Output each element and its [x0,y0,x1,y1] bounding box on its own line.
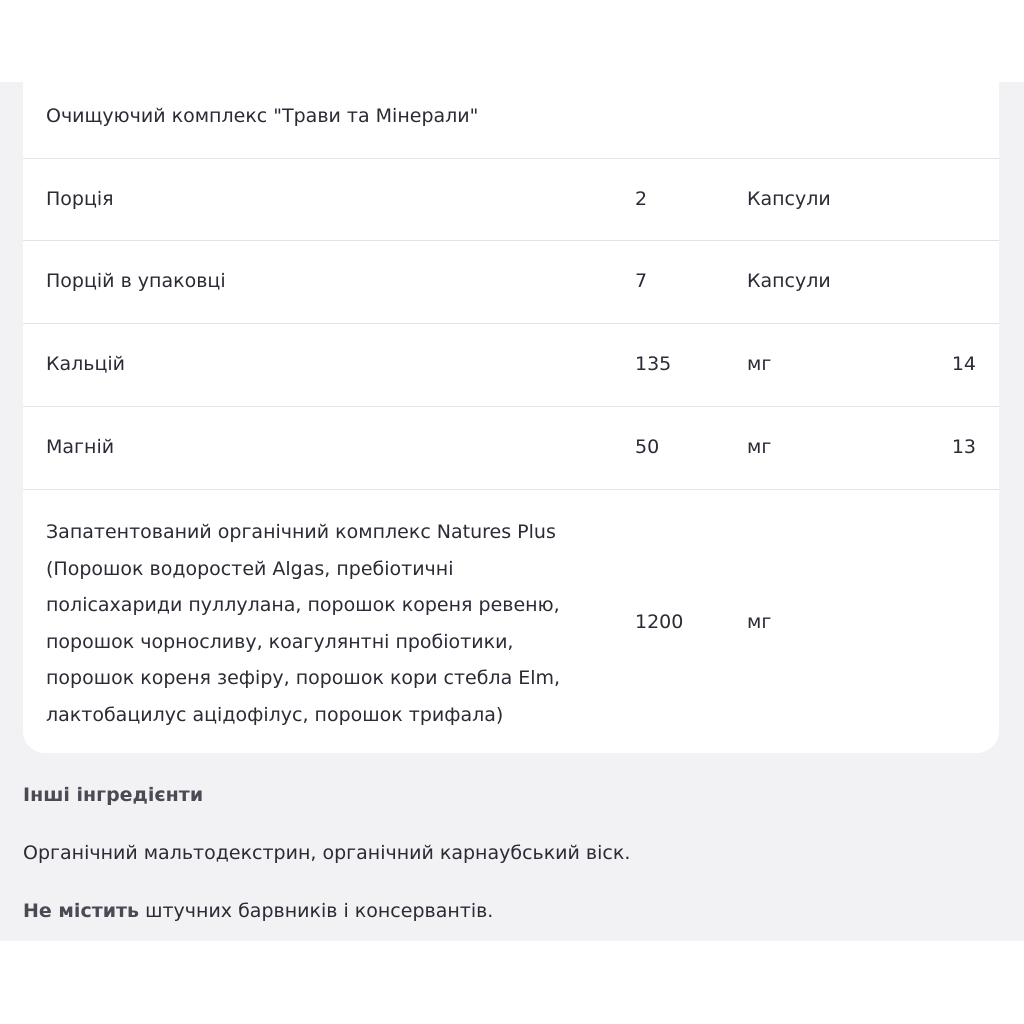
product-composition-section [0,82,1024,941]
table-row [23,158,999,240]
row-unit: Капсули [747,188,831,210]
row-amount: 50 [635,436,660,458]
row-name: Запатентований органічний комплекс Natures Plus (Порошок водоростей Algas, пребіотичні полісахариди пуллулана, порошок кореня ревеню, порошок чорносливу, коагулянтні пробіотики, порошок кореня зефіру, порошок кори стебла Elm, лактобацилус ацідофілус, порошок трифала) [46,521,561,726]
row-name: Порцій в упаковці [46,270,226,292]
row-unit: мг [747,353,772,375]
row-unit: мг [747,436,772,458]
row-amount: 2 [635,188,648,210]
notice-bold: Не містить [23,900,140,922]
row-unit: мг [747,611,772,633]
row-name: Порція [46,188,114,210]
other-ingredients-text: Органічний мальтодекстрин, органічний карнаубський віск. [23,842,631,864]
row-name: Магній [46,436,115,458]
no-additives-notice [23,897,493,925]
row-amount: 135 [635,353,672,375]
table-row [23,323,999,406]
row-name: Кальцій [46,353,126,375]
table-row [23,489,999,753]
notice-text: штучних барвників і консервантів. [139,900,494,922]
row-unit: Капсули [747,270,831,292]
table-title: Очищуючий комплекс "Трави та Мінерали" [46,105,479,127]
row-amount: 1200 [635,611,684,633]
table-row [23,240,999,323]
row-daily-value: 14 [951,353,976,375]
row-amount: 7 [635,270,648,292]
nutrition-table [23,82,999,753]
table-row [23,406,999,489]
row-daily-value: 13 [951,436,976,458]
other-ingredients-heading: Інші інгредієнти [23,784,204,806]
